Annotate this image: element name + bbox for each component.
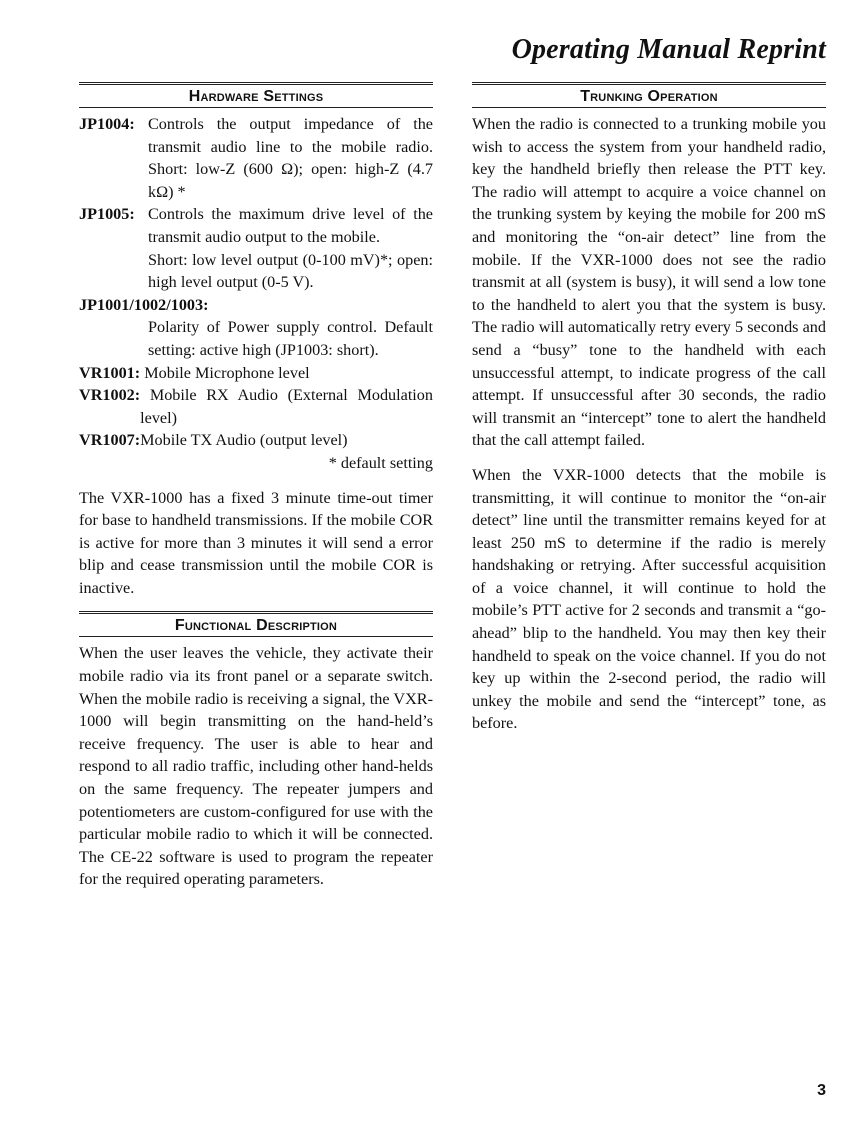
setting-desc: Mobile Microphone level (140, 363, 310, 382)
setting-key: JP1001/1002/1003: (79, 295, 209, 314)
setting-key: JP1004: (79, 115, 135, 133)
default-setting-note: * default setting (328, 453, 433, 472)
timeout-paragraph: The VXR-1000 has a fixed 3 minute time-out timer for base to handheld transmissions. If the mobile COR is active for more than 3 minutes it will send a error blip and cease transmission until the mobile COR is inactive. (79, 488, 433, 597)
setting-desc: Controls the output impedance of the transmit audio line to the mobile radio. Short: low-Z (600 Ω); open: high-Z (4.7 kΩ) * (148, 115, 433, 201)
setting-jp1001-desc: Polarity of Power supply control. Default setting: active high (JP1003: short). (148, 318, 433, 359)
trunking-paragraph-2: When the VXR-1000 detects that the mobile is transmitting, it will continue to monitor the “on-air detect” line until the transmitter remains keyed for at least 250 mS to determine if the radio is merely handshaking or retrying. After successful acquisition of a voice channel, it will continue to hold the mobile’s PTT active for 2 seconds and transmit a “go-ahead” blip to the handheld. You may then key their handheld to speak on the voice channel. If you do not key up within the 2-second period, the radio will unkey the mobile and send the “intercept” tone, as before. (472, 465, 826, 733)
setting-jp1005 (79, 203, 433, 248)
setting-vr1001 (79, 362, 433, 385)
page-header-title: Operating Manual Reprint (511, 34, 826, 65)
setting-vr1002 (79, 384, 438, 429)
setting-desc: Controls the maximum drive level of the transmit audio output to the mobile. (148, 205, 433, 246)
functional-description-paragraph: When the user leaves the vehicle, they activate their mobile radio via its front panel or a separate switch. When the mobile radio is receiving a signal, the VXR-1000 will begin transmitting on the hand-held’s receive frequency. The user is able to hear and respond to all radio traffic, including other hand-helds on the same frequency. The repeater jumpers and potentiometers are custom-configured for use with the particular mobile radio to which it will be connected. The CE-22 software is used to program the repeater for the required operating parameters. (79, 644, 433, 889)
setting-key: VR1007: (79, 431, 141, 450)
right-column (472, 82, 826, 735)
setting-jp1001 (79, 294, 433, 317)
trunking-operation-heading: Trunking Operation (472, 82, 826, 108)
setting-key: VR1001: (79, 363, 141, 382)
setting-vr1007 (79, 429, 433, 452)
setting-jp1005-extra: Short: low level output (0-100 mV)*; open: high level output (0-5 V). (148, 250, 433, 292)
functional-description-heading: Functional Description (79, 611, 433, 637)
hardware-settings-heading: Hardware Settings (79, 82, 433, 108)
trunking-paragraph-1: When the radio is connected to a trunking mobile you wish to access the system from your handheld radio, key the handheld briefly then release the PTT key. The radio will attempt to acquire a voice channel on the trunking system by keying the mobile for 200 mS and monitoring the “on-air detect” line from the mobile. If the VXR-1000 does not see the radio transmit at all (system is busy), it will send a low tone to the handheld to alert you that the system is busy. The radio will automatically retry every 5 seconds and send a “busy” tone to the handheld with each unsuccessful attempt, to indicate progress of the call attempt. If unsuccessful after 30 seconds, the radio will transmit an “intercept” tone to alert the handheld that the call attempt failed. (472, 115, 826, 450)
setting-key: VR1002: (79, 386, 141, 405)
setting-jp1004 (79, 113, 433, 203)
page-number: 3 (817, 1082, 826, 1099)
setting-desc: Mobile RX Audio (External Modulation level) (140, 386, 438, 427)
setting-desc: Mobile TX Audio (output level) (140, 431, 348, 450)
left-column (79, 82, 438, 891)
setting-key: JP1005: (79, 205, 135, 224)
